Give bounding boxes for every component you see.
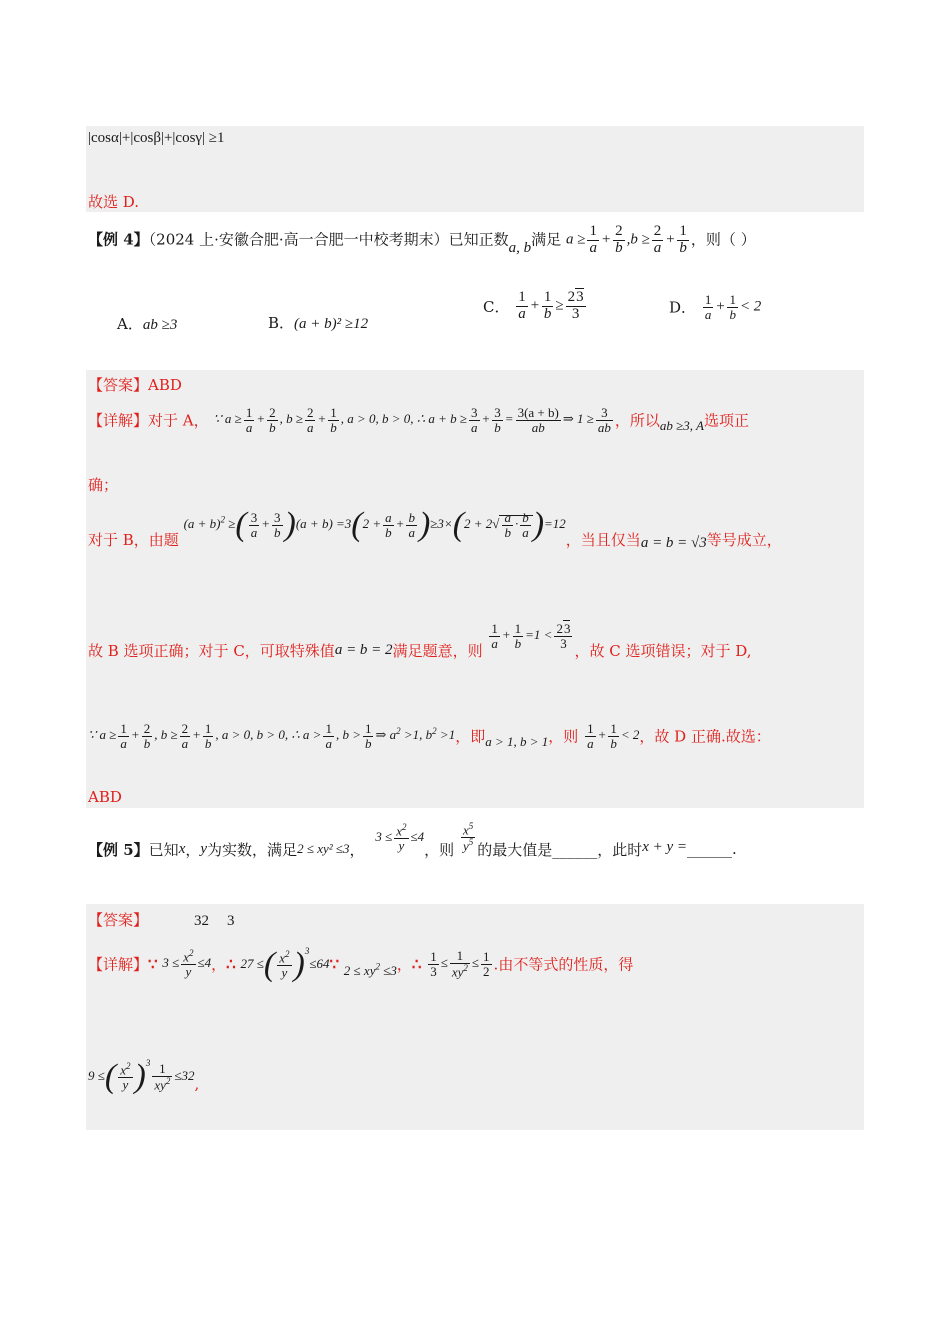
example4-stem bbox=[88, 224, 756, 257]
answer-line: 【答案】ABD bbox=[88, 376, 182, 394]
option-c[interactable]: C． $\frac{1}{a}$ + $\frac{1}{b}$ ≥ $\frac{23}{3}$ bbox=[483, 289, 584, 322]
example4-source: （2024 上·安徽合肥·高一合肥一中校考期末）已知正数 bbox=[148, 230, 509, 249]
example5-stem: 【例 5】已知x，y为实数，满足2 ≤ xy² ≤3， 3 ≤ $\frac{x^2}{y}$ ≤4，则 $\frac{x^5}{y^5}$ 的最大值是______，此时x + y =______. bbox=[88, 821, 737, 859]
detail-c-line: 故 B 选项正确；对于 C，可取特殊值a = b = 2满足题意，则 $\frac{1}{a}$ + $\frac{1}{b}$ =1 < $\frac{23}{3}$ ，故 C 选项错误；对于 D, bbox=[88, 621, 752, 660]
formula-cos-sum: |cosα|+|cosβ|+|cosγ| ≥1 bbox=[88, 130, 225, 146]
detail-final-answer: ABD bbox=[88, 788, 122, 806]
conclusion-text: 故选 D. bbox=[88, 193, 140, 211]
solution-panel-3 bbox=[86, 904, 864, 1130]
detail-a-cont: 确； bbox=[88, 476, 119, 494]
detail-b-line: 对于 B，由题 $(a + b)^2$ ≥( $\frac{3}{a}$ + $\frac{3}{b}$ )(a + b) =3(2 + $\frac{a}{b}$ + $\frac{b}{a}$ )≥3×(2 + 2√ $\frac{a}{b}$ · $\frac{b}{a}$ )=12，当且仅当a = b = √3等号成立， bbox=[88, 506, 782, 551]
example5-result-line: 9 ≤( $\frac{x^2}{y}$ )$^3$ $\frac{1}{xy^2}$ ≤32, bbox=[88, 1058, 200, 1096]
option-b[interactable]: B．(a + b)² ≥12 bbox=[268, 314, 369, 332]
option-d[interactable]: D． $\frac{1}{a}$ + $\frac{1}{b}$ < 2 bbox=[669, 292, 762, 322]
example4-tag: 【例 4】 bbox=[88, 230, 149, 249]
example4-satisfy: 满足 bbox=[531, 230, 562, 249]
example4-vars: a, b bbox=[508, 240, 532, 257]
detail-d-line: ∵ a ≥ $\frac{1}{a}$ + $\frac{2}{b}$ , b ≥ $\frac{2}{a}$ + $\frac{1}{b}$ , a > 0, b > 0, ∴ a > $\frac{1}{a}$ , b > $\frac{1}{b}$ ⇒ $a^2 >1$, $b^2 >1$，即a > 1, b > 1，则 $\frac{1}{a}$ + $\frac{1}{b}$ < 2，故 D 正确.故选： bbox=[88, 721, 771, 751]
example4-then: ，则（ ） bbox=[690, 230, 756, 249]
option-a[interactable]: A．ab ≥3 bbox=[117, 315, 178, 333]
example4-condition: a ≥ $\frac{1}{a}$ + $\frac{2}{b}$ ,b ≥ $\frac{2}{a}$ + $\frac{1}{b}$ bbox=[565, 223, 687, 256]
example5-answer: 【答案】 32 3 bbox=[88, 911, 235, 929]
detail-a-line: 【详解】对于 A， ∵ a ≥ $\frac{1}{a}$ + $\frac{2}{b}$ , b ≥ $\frac{2}{a}$ + $\frac{1}{b}$ , a > 0, b > 0, ∴ a + b ≥ $\frac{3}{a}$ + $\frac{3}{b}$ = $\frac{3(a + b)}{ab}$ ⇒ 1 ≥ $\frac{3}{ab}$ ，所以ab ≥3, A选项正 bbox=[88, 405, 749, 435]
example5-detail-line: 【详解】∵ 3 ≤ $\frac{x^2}{y}$ ≤4，∴ 27 ≤( $\frac{x^2}{y}$ )$^3$≤64∵ $2 \le xy^2 \le 3$，∴ $\frac{1}{3}$ ≤ $\frac{1}{xy^2}$ ≤ $\frac{1}{2}$ .由不等式的性质，得 bbox=[88, 946, 634, 984]
